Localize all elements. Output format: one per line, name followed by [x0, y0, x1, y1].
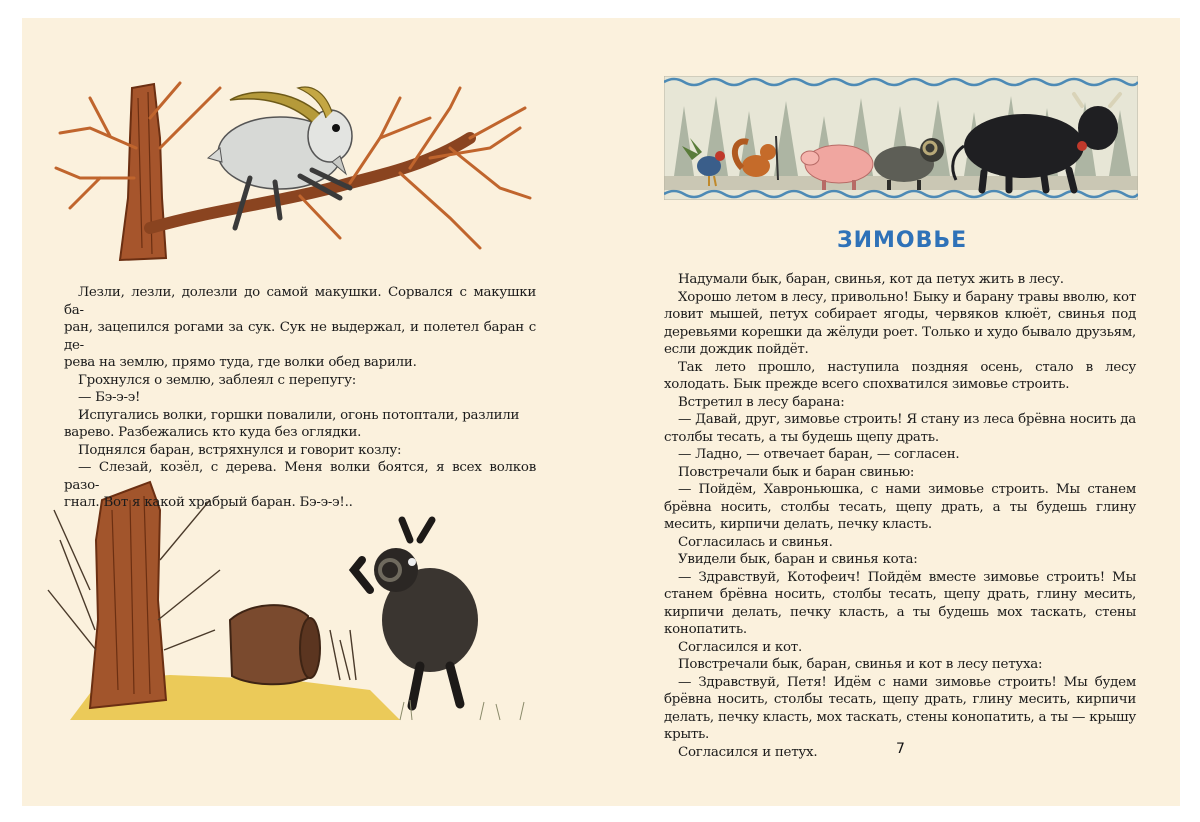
right-paragraph: Согласилась и свинья. [678, 534, 833, 550]
right-paragraph: — Здравствуй, Котофеич! Пойдём вместе зимовье строить! Мы станем брёвна носить, столбы тесать, щепу драть, глину месить, кирпичи делать, печку класть, а ты будешь мох таскать, стены конопатить. [664, 569, 1136, 637]
left-paragraph: ран, зацепился рогами за сук. Сук не выдержал, и полетел баран с де- [64, 320, 536, 353]
right-paragraph: Встретил в лесу барана: [678, 394, 845, 410]
right-paragraph: — Давай, друг, зимовье строить! Я стану из леса брёвна носить да столбы тесать, а ты будешь щепу драть. [664, 412, 1136, 445]
left-paragraph: рева на землю, прямо туда, где волки обед варили. [64, 355, 417, 370]
right-paragraph: — Пойдём, Хавроньюшка, с нами зимовье строить. Мы станем брёвна носить, столбы тесать, щепу драть, а ты будешь глину месить, кирпичи делать, печку класть. [664, 482, 1136, 532]
right-paragraph: — Здравствуй, Петя! Идём с нами зимовье строить! Мы будем брёвна носить, столбы тесать, щепу драть, глину месить, кирпичи делать, печку класть, мох таскать, стены конопатить, а ты — крышу крыть. [664, 674, 1136, 742]
right-paragraph: Повстречали бык, баран, свинья и кот в лесу петуха: [678, 657, 1043, 672]
left-paragraph: Грохнулся о землю, заблеял с перепугу: [78, 372, 357, 388]
right-paragraph: Согласился и кот. [678, 639, 802, 655]
right-paragraph: Хорошо летом в лесу, привольно! Быку и барану травы вволю, кот ловит мышей, петух собирает ягоды, червяков клюёт, свинья под деревьями корешки да жёлуди роет. Только и худо бывало друзьям, если дождик пойдёт. [664, 289, 1136, 357]
goat-on-tree-illustration [50, 78, 540, 268]
right-paragraph: — Ладно, — отвечает баран, — согласен. [678, 447, 960, 462]
left-paragraph: — Слезай, козёл, с дерева. Меня волки боятся, я всех волков разо- [64, 460, 536, 493]
right-paragraph: Согласился и петух. [678, 744, 818, 760]
left-paragraph: Лезли, лезли, долезли до самой макушки. Сорвался с макушки ба- [64, 285, 536, 318]
right-paragraph: Так лето прошло, наступила поздняя осень, стало в лесу холодать. Бык прежде всего спохватился зимовье строить. [664, 359, 1136, 392]
right-paragraph: Надумали бык, баран, свинья, кот да петух жить в лесу. [678, 272, 1064, 287]
left-paragraph: гнал. Вот я какой храбрый баран. Бэ-э-э!.. [64, 495, 353, 510]
left-paragraph: варево. Разбежались кто куда без оглядки. [64, 425, 362, 440]
left-page-text [64, 284, 536, 512]
ram-and-stump-illustration [40, 480, 540, 730]
right-paragraph: Увидели бык, баран и свинья кота: [678, 552, 918, 567]
left-paragraph: — Бэ-э-э! [78, 390, 141, 405]
page-number: 7 [896, 741, 905, 757]
right-paragraph: Повстречали бык и баран свинью: [678, 464, 915, 480]
left-paragraph: Поднялся баран, встряхнулся и говорит козлу: [78, 442, 402, 458]
right-page-text [664, 271, 1136, 761]
story-title: ЗИМОВЬЕ [837, 228, 968, 253]
left-paragraph: Испугались волки, горшки повалили, огонь потоптали, разлили [78, 407, 520, 423]
animals-procession-illustration [664, 76, 1138, 200]
